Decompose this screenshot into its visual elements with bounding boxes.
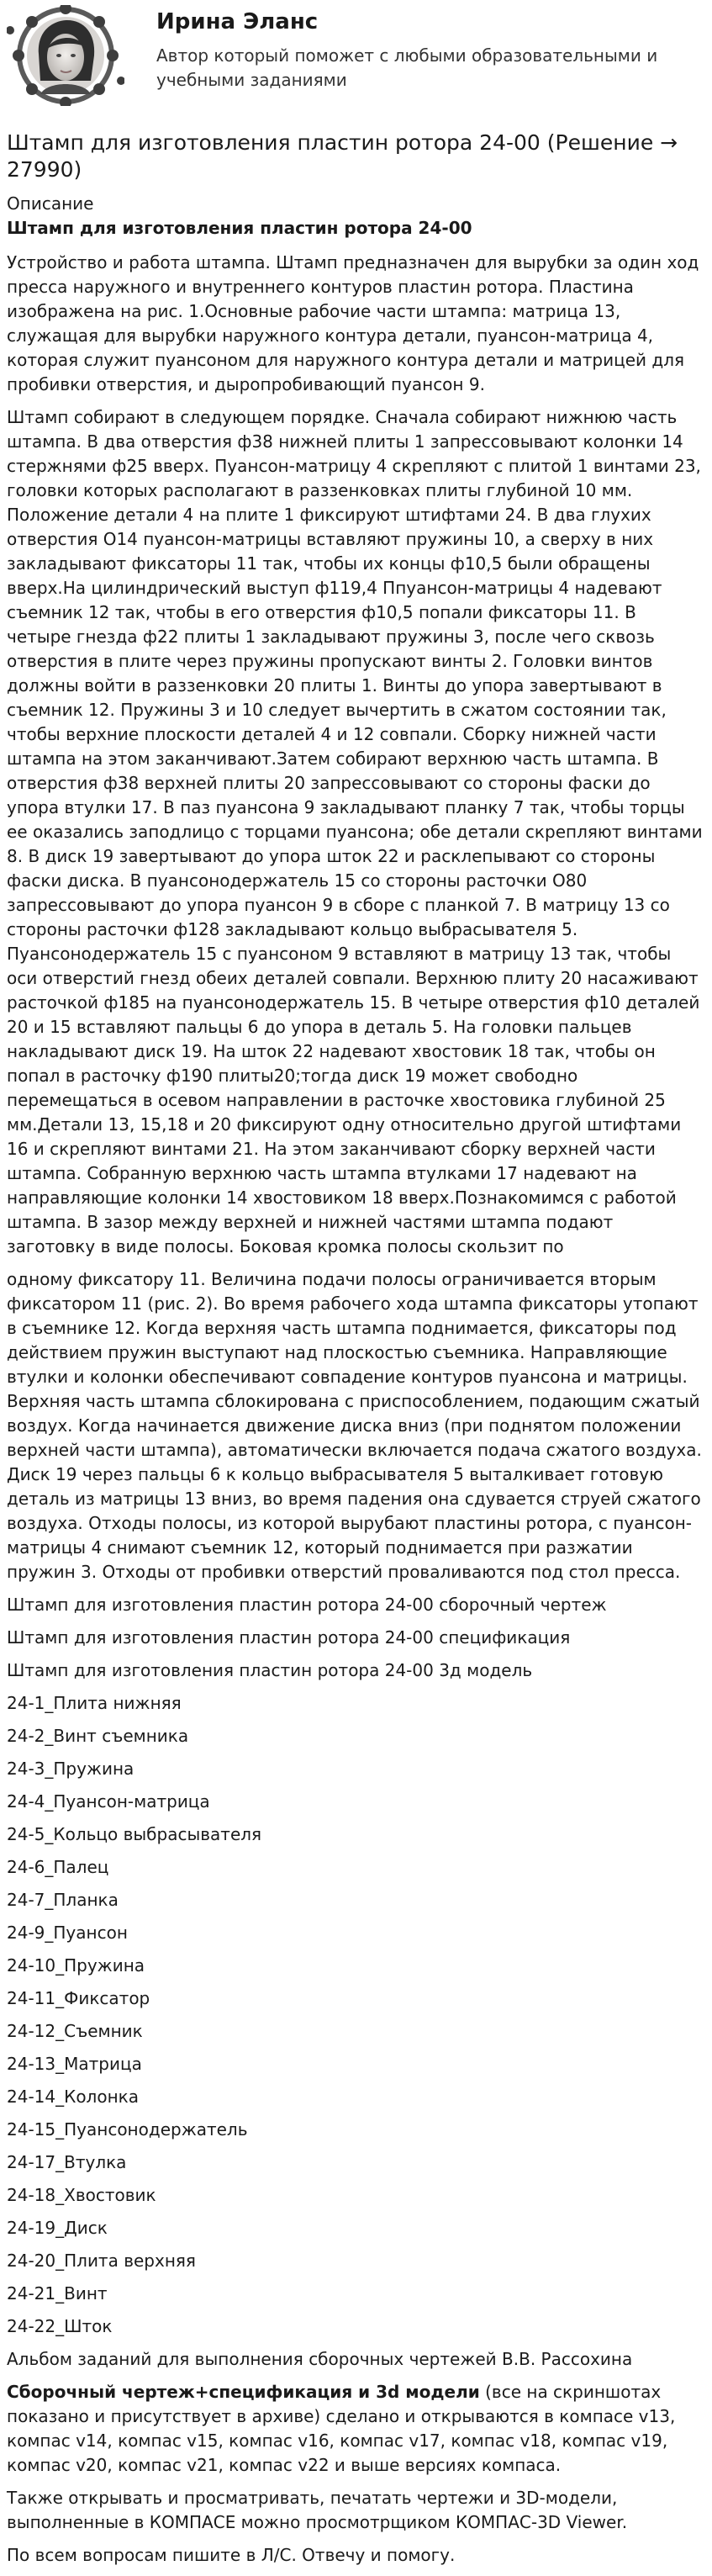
list-item: 24-17_Втулка [7, 2152, 127, 2172]
author-description: Автор который поможет с любыми образовательными и учебными заданиями [156, 45, 658, 90]
list-item: 24-15_Пуансонодержатель [7, 2119, 248, 2140]
description-paragraph: Устройство и работа штампа. Штамп предназначен для вырубки за один ход пресса наружного и внутреннего контуров пластин ротора. Пластина изображена на рис. 1.Основные рабочие части штампа: матрица 13, служащая для вырубки наружного контура детали, пуансон-матрица 4, которая служит пуансоном для наружного контура детали и матрицей для пробивки отверстия, и дыропробивающий пуансон 9. [7, 252, 699, 394]
list-item: Штамп для изготовления пластин ротора 24-00 сборочный чертеж [7, 1595, 607, 1615]
compatibility-lead: Сборочный чертеж+спецификация и 3d модели [7, 2382, 480, 2402]
product-description [0, 130, 712, 2568]
list-item: 24-14_Колонка [7, 2087, 139, 2107]
page-title: Штамп для изготовления пластин ротора 24-00 (Решение → 27990) [7, 130, 678, 182]
description-paragraph: Штамп собирают в следующем порядке. Сначала собирают нижнюю часть штампа. В два отверстия ф38 нижней плиты 1 запрессовывают колонки 14 стержнями ф25 вверх. Пуансон-матрицу 4 скрепляют с плитой 1 винтами 23, головки которых располагают в раззенковках плиты глубиной 10 мм. Положение детали 4 на плите 1 фиксируют штифтами 24. В два глухих отверстия О14 пуансон-матрицы вставляют пружины 10, а сверху в них закладывают фиксаторы 11 так, чтобы их концы ф10,5 были обращены вверх.На цилиндрический выступ ф119,4 Ппуансон-матрицы 4 надевают съемник 12 так, чтобы в его отверстия ф10,5 попали фиксаторы 11. В четыре гнезда ф22 плиты 1 закладывают пружины 3, после чего сквозь отверстия в плите через пружины пропускают винты 2. Головки винтов должны войти в раззенковки 20 плиты 1. Винты до упора завертывают в съемник 12. Пружины 3 и 10 следует вычертить в сжатом состоянии так, чтобы верхние плоскости деталей 4 и 12 совпали. Сборку нижней части штампа на этом заканчивают.Затем собирают верхнюю часть штампа. В отверстия ф38 верхней плиты 20 запрессовывают со стороны фаски до упора втулки 17. В паз пуансона 9 закладывают планку 7 так, чтобы торцы ее оказались заподлицо с торцами пуансона; обе детали скрепляют винтами 8. В диск 19 завертывают до упора шток 22 и расклепывают со стороны фаски диска. В пуансонодержатель 15 со стороны расточки О80 запрессовывают до упора пуансон 9 в сборе с планкой 7. В матрицу 13 со стороны расточки ф128 закладывают кольцо выбрасывателя 5. Пуансонодержатель 15 с пуансоном 9 вставляют в матрицу 13 так, чтобы оси отверстий гнезд обеих деталей совпали. Верхнюю плиту 20 насаживают расточкой ф185 на пуансонодержатель 15. В четыре отверстия ф10 деталей 20 и 15 вставляют пальцы 6 до упора в деталь 5. На головки пальцев накладывают диск 19. На шток 22 надевают хвостовик 18 так, чтобы он попал в расточку ф190 плиты20;тогда диск 19 может свободно перемещаться в осевом направлении в расточке хвостовика глубиной 25 мм.Детали 13, 15,18 и 20 фиксируют одну относительно другой штифтами 16 и скрепляют винтами 21. На этом заканчивают сборку верхней части штампа. Собранную верхнюю часть штампа втулками 17 надевают на направляющие колонки 14 хвостовиком 18 вверх.Познакомимся с работой штампа. В зазор между верхней и нижней частями штампа подают заготовку в виде полосы. Боковая кромка полосы скользит по [7, 407, 703, 1256]
author-info [156, 5, 661, 93]
description-subtitle: Штамп для изготовления пластин ротора 24-00 [7, 218, 472, 238]
list-item: 24-20_Плита верхняя [7, 2251, 196, 2271]
list-item: 24-19_Диск [7, 2218, 108, 2238]
list-item: 24-13_Матрица [7, 2054, 142, 2074]
list-item: 24-10_Пружина [7, 1955, 145, 1976]
viewer-note: Также открывать и просматривать, печатать чертежи и 3D-модели, выполненные в КОМПАСЕ можно просмотрщиком КОМПАС-3D Viewer. [7, 2488, 628, 2532]
list-item: 24-3_Пружина [7, 1759, 134, 1779]
compatibility-text: (все на скриншотах показано и присутствует в архиве) сделано и открываются в компасе v13, компас v14, компас v15, компас v16, компас v17, компас v18, компас v19, компас v20, компас v21, компас v22 и выше версиях компаса. [7, 2382, 676, 2475]
list-item: Штамп для изготовления пластин ротора 24-00 спецификация [7, 1627, 571, 1648]
list-item: 24-11_Фиксатор [7, 1988, 150, 2008]
author-header [0, 0, 712, 114]
list-item: 24-5_Кольцо выбрасывателя [7, 1824, 262, 1844]
list-item: 24-7_Планка [7, 1890, 119, 1910]
list-item: 24-18_Хвостовик [7, 2185, 156, 2205]
list-item: 24-2_Винт съемника [7, 1726, 189, 1746]
list-item: 24-21_Винт [7, 2283, 108, 2304]
list-item: 24-9_Пуансон [7, 1923, 128, 1943]
compatibility-note [7, 2380, 705, 2478]
list-item: 24-4_Пуансон-матрица [7, 1791, 210, 1812]
list-item: 24-1_Плита нижняя [7, 1693, 182, 1713]
author-avatar[interactable] [7, 5, 124, 106]
description-paragraph: одному фиксатору 11. Величина подачи полосы ограничивается вторым фиксатором 11 (рис. 2). Во время рабочего хода штампа фиксаторы утопают в съемнике 12. Когда верхняя часть штампа поднимается, фиксаторы под действием пружин выступают над плоскостью съемника. Направляющие втулки и колонки обеспечивают совпадение контуров пуансона и матрицы. Верхняя часть штампа сблокирована с приспособлением, подающим сжатый воздух. Когда начинается движение диска вниз (при поднятом положении верхней части штампа), автоматически включается подача сжатого воздуха. Диск 19 через пальцы 6 к кольцо выбрасывателя 5 выталкивает готовую деталь из матрицы 13 вниз, во время падения она сдувается струей сжатого воздуха. Отходы полосы, из которой вырубают пластины ротора, с пуансон-матрицы 4 снимают съемник 12, который поднимается при разжатии пружин 3. Отходы от пробивки отверстий проваливаются под стол пресса. [7, 1269, 702, 1582]
list-item: Альбом заданий для выполнения сборочных чертежей В.В. Рассохина [7, 2349, 633, 2369]
section-label: Описание [7, 193, 94, 214]
list-item: 24-12_Съемник [7, 2021, 143, 2041]
list-item: 24-6_Палец [7, 1857, 109, 1877]
author-name[interactable]: Ирина Эланс [156, 9, 319, 34]
list-item: Штамп для изготовления пластин ротора 24-00 3д модель [7, 1660, 533, 1680]
list-item: 24-22_Шток [7, 2316, 113, 2336]
file-list [7, 1593, 705, 2372]
contact-note: По всем вопросам пишите в Л/С. Отвечу и помогу. [7, 2545, 456, 2565]
